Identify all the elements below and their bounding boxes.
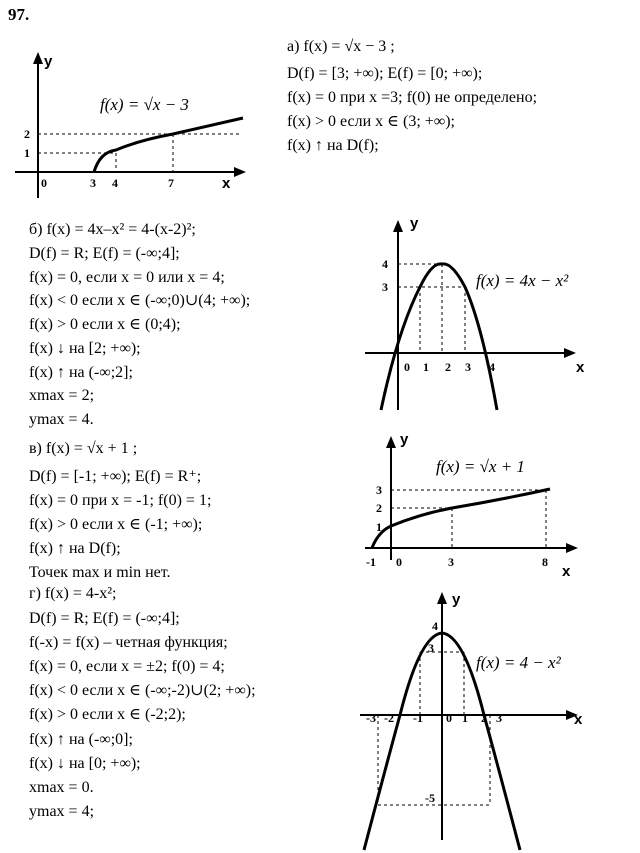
graph-a-ytick-2: 2 <box>24 127 30 141</box>
graph-b-formula: f(x) = 4x − x² <box>476 271 569 290</box>
graph-g-xtick-neg2: -2 <box>384 711 394 725</box>
part-b-line-5: f(x) > 0 если x ∈ (0;4); <box>29 316 181 333</box>
graph-g-xtick-1: 1 <box>462 711 468 725</box>
graph-v-xtick-0: 0 <box>396 555 402 569</box>
graph-g-x-label: x <box>574 711 583 728</box>
graph-a-ytick-1: 1 <box>24 146 30 160</box>
graph-a-xtick-3: 3 <box>90 176 96 190</box>
part-g-line-2: D(f) = R; E(f) = (-∞;4]; <box>29 610 180 627</box>
graph-v-xtick-3: 3 <box>448 555 454 569</box>
graph-v-ytick-3: 3 <box>376 483 382 497</box>
part-g-line-3: f(-x) = f(x) – четная функция; <box>29 634 228 651</box>
part-v-line-3: f(x) = 0 при x = -1; f(0) = 1; <box>29 492 212 509</box>
graph-g-xtick-0: 0 <box>446 711 452 725</box>
part-b-line-1: б) f(x) = 4x–x² = 4-(x-2)²; <box>29 221 196 238</box>
graph-b-x-label: x <box>576 359 585 376</box>
part-b-line-8: xmax = 2; <box>29 387 95 404</box>
part-g-line-9: xmax = 0. <box>29 779 94 796</box>
graph-b-y-label: y <box>410 215 419 232</box>
graph-v-ytick-2: 2 <box>376 501 382 515</box>
part-a-line-4: f(x) > 0 если x ∈ (3; +∞); <box>287 113 455 130</box>
part-b-line-4: f(x) < 0 если x ∈ (-∞;0)∪(4; +∞); <box>29 292 251 309</box>
graph-v-formula: f(x) = √x + 1 <box>436 457 525 476</box>
part-g-line-6: f(x) > 0 если x ∈ (-2;2); <box>29 706 186 723</box>
graph-a-xtick-0: 0 <box>41 176 47 190</box>
part-a-line-5: f(x) ↑ на D(f); <box>287 137 379 154</box>
graph-g-xtick-3: 3 <box>496 711 502 725</box>
graph-g-ytick-4: 4 <box>432 619 438 633</box>
part-g-line-5: f(x) < 0 если x ∈ (-∞;-2)∪(2; +∞); <box>29 682 256 699</box>
problem-number: 97. <box>8 5 30 24</box>
part-b-line-2: D(f) = R; E(f) = (-∞;4]; <box>29 245 180 262</box>
graph-b-xtick-1: 1 <box>423 360 429 374</box>
part-v-line-4: f(x) > 0 если x ∈ (-1; +∞); <box>29 516 203 533</box>
graph-a-y-label: y <box>44 53 53 70</box>
graph-a-xtick-7: 7 <box>168 176 174 190</box>
graph-g-ytick-neg5: -5 <box>425 791 435 805</box>
graph-v-xtick-neg1: -1 <box>366 555 376 569</box>
graph-g-formula: f(x) = 4 − x² <box>476 653 561 672</box>
graph-g-ytick-3: 3 <box>428 641 434 655</box>
part-g-line-7: f(x) ↑ на (-∞;0]; <box>29 731 133 748</box>
part-g-line-8: f(x) ↓ на [0; +∞); <box>29 755 141 772</box>
part-b-line-3: f(x) = 0, если x = 0 или x = 4; <box>29 269 225 286</box>
graph-a-xtick-4: 4 <box>112 176 118 190</box>
graph-b-xtick-3: 3 <box>465 360 471 374</box>
graph-v-x-label: x <box>562 563 571 580</box>
graph-v-xtick-8: 8 <box>542 555 548 569</box>
graph-v-ytick-1: 1 <box>376 520 382 534</box>
part-a-line-1: а) f(x) = √x − 3 ; <box>287 38 395 55</box>
part-b-line-7: f(x) ↑ на (-∞;2]; <box>29 364 133 381</box>
graph-g-xtick-neg1: -1 <box>413 711 423 725</box>
graph-g-xtick-2: 2 <box>481 711 487 725</box>
graph-b-xtick-4: 4 <box>489 360 495 374</box>
part-b-line-9: ymax = 4. <box>29 411 94 428</box>
part-g-line-1: г) f(x) = 4-x²; <box>29 585 117 602</box>
graph-b-xtick-0: 0 <box>404 360 410 374</box>
part-v-line-5: f(x) ↑ на D(f); <box>29 540 121 557</box>
graph-a-formula: f(x) = √x − 3 <box>100 95 189 114</box>
graph-g-xtick-neg3: -3 <box>366 711 376 725</box>
part-v-line-1: в) f(x) = √x + 1 ; <box>29 440 138 457</box>
part-v-line-2: D(f) = [-1; +∞); E(f) = R⁺; <box>29 468 202 485</box>
graph-a-x-label: x <box>222 175 231 192</box>
graph-b-xtick-2: 2 <box>445 360 451 374</box>
part-a-line-3: f(x) = 0 при x =3; f(0) не определено; <box>287 89 538 106</box>
graph-g-y-label: y <box>452 591 461 608</box>
graph-b-ytick-4: 4 <box>382 257 388 271</box>
graph-v-y-label: y <box>400 431 409 448</box>
part-g-line-10: ymax = 4; <box>29 803 95 820</box>
part-v-line-6: Точек max и min нет. <box>29 564 171 581</box>
part-b-line-6: f(x) ↓ на [2; +∞); <box>29 340 141 357</box>
part-g-line-4: f(x) = 0, если x = ±2; f(0) = 4; <box>29 658 225 675</box>
graph-b-ytick-3: 3 <box>382 280 388 294</box>
part-a-line-2: D(f) = [3; +∞); E(f) = [0; +∞); <box>287 65 483 82</box>
